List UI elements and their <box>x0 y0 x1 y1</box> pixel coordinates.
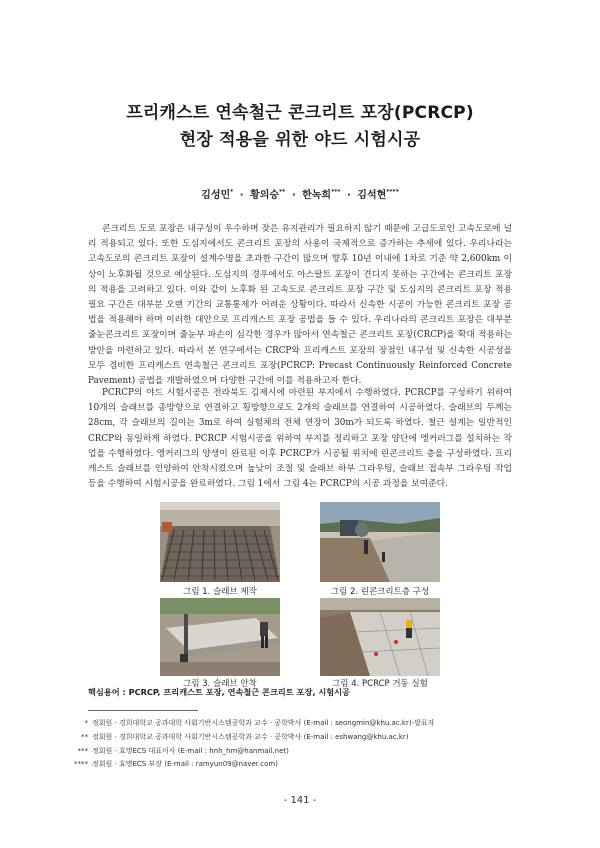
footnote-item <box>74 745 514 759</box>
rebar-mesh-photo-icon <box>160 502 280 582</box>
footnote-item <box>74 758 514 772</box>
footnote-mark: **** <box>74 760 88 769</box>
page-number: - 141 - <box>283 795 317 806</box>
body-paragraph-2 <box>88 386 512 492</box>
author-separator: · <box>239 190 244 201</box>
footnote-item <box>74 717 514 731</box>
author-name: 한녹희 <box>302 190 332 201</box>
author-mark: *** <box>331 188 341 196</box>
figure-3-caption: 그림 3. 슬래브 안착 <box>183 679 257 689</box>
keywords: 핵심용어 : PCRCP, 프리캐스트 포장, 연속철근 콘크리트 포장, 시험시공 <box>88 687 350 697</box>
footnote-text: 정회원 · 경희대학교 공과대학 사회기반시스템공학과 교수 · 공학박사 (E-mail : seongmin@khu.ac.kr)-발표자 <box>92 719 435 727</box>
author-name: 김성민 <box>201 190 231 201</box>
footnote-item <box>74 731 514 745</box>
author-mark: ** <box>279 188 286 196</box>
figure-3-photo <box>160 598 280 676</box>
concrete-pour-photo-icon <box>320 502 440 582</box>
paper-title-line2: 현장 적용을 위한 야드 시험시공 <box>179 130 421 150</box>
field-test-photo-icon <box>320 598 440 676</box>
footnote-mark: *** <box>77 746 88 755</box>
paragraph-text: PCRCP의 야드 시험시공은 전라북도 김제시에 마련된 부지에서 수행하였다. PCRCP를 구성하기 위하여 10개의 슬래브를 종방향으로 연결하고 횡방향으로도 2개의 슬래브를 연결하여 시공하였다. 슬래브의 두께는 28cm, 각 슬래브의 길이는 3m로 하여 실험체의 전체 연장이 30m가 되도록 하였다. 철근 설계는 일반적인 CRCP와 동일하게 하였다. PCRCP 시험시공을 위하여 부지를 정리하고 포장 양단에 앵커러그를 설치하는 작업을 수행하였다. 앵커러그의 양생이 완료된 이후 PCRCP가 시공될 위치에 린콘크리트 층을 구성하였다. 프리캐스트 슬래브를 인양하여 안착시켰으며 높낮이 조절 및 슬래브 하부 그라우팅, 슬래브 접속부 그라우팅 작업 등을 수행하여 시험시공을 완료하였다. 그림 1에서 그림 4는 PCRCP의 시공 과정을 보여준다. <box>88 388 512 490</box>
author-list <box>0 186 600 201</box>
author-name: 김석현 <box>357 190 387 201</box>
figure-1-photo <box>160 502 280 582</box>
author-mark: **** <box>386 188 399 196</box>
paragraph-text: 콘크리트 도로 포장은 내구성이 우수하며 잦은 유지관리가 필요하지 않기 때문에 고급도로인 고속도로에 널리 적용되고 있다. 또한 도심지에서도 콘크리트 포장의 사용이 국제적으로 증가하는 추세에 있다. 우리나라는 고속도로의 콘크리트 포장이 설계수명을 초과한 구간이 많으며 향후 10년 이내에 1차로 기준 약 2,600km 이상이 노후화될 것으로 예상된다. 도심지의 경우에서도 아스팔트 포장이 견디지 못하는 구간에는 콘크리트 포장의 적용을 고려하고 있다. 이와 같이 노후화 된 고속도로 콘크리트 포장 구간 및 도심지의 콘크리트 포장 적용 필요 구간은 대부분 오랜 기간의 교통통제가 어려운 상황이다. 따라서 신속한 시공이 가능한 콘크리트 포장 공법을 적용해야 하며 이러한 대안으로 프리캐스트 포장 공법을 들 수 있다. 우리나라의 콘크리트 포장은 대부분 줄눈콘크리트 포장이며 줄눈부 파손이 심각한 경우가 많아서 연속철근 콘크리트 포장(CRCP)을 확대 적용하는 방안을 마련하고 있다. 따라서 본 연구에서는 CRCP와 프리캐스트 포장의 장점인 내구성 및 신속한 시공성을 모두 겸비한 프리캐스트 연속철근 콘크리트 포장(PCRCP: Precast Continuously Reinforced Concrete Pavement) 공법을 개발하였으며 다양한 구간에 이를 적용하고자 한다. <box>88 224 512 387</box>
footnote-text: 정회원 · 효명ECS 대표이사 (E-mail : hnh_hm@hanmail.net) <box>92 746 289 755</box>
figure-2-photo <box>320 502 440 582</box>
footnotes <box>74 717 514 772</box>
slab-placement-photo-icon <box>160 598 280 676</box>
author-separator: · <box>347 190 351 201</box>
body-paragraph-1 <box>88 222 512 389</box>
paper-title-line1: 프리캐스트 연속철근 콘크리트 포장(PCRCP) <box>126 103 474 123</box>
footnote-text: 정회원 · 경희대학교 공과대학 사회기반시스템공학과 교수 · 공학박사 (E-mail : eshwang@khu.ac.kr) <box>92 732 409 741</box>
footnote-text: 정회원 · 효명ECS 부장 (E-mail : ramyun09@naver.com) <box>92 760 278 769</box>
figure-2-caption: 그림 2. 린콘크리트층 구성 <box>330 587 430 597</box>
figure-4-caption: 그림 4. PCRCP 거동 실험 <box>332 679 428 689</box>
author-mark: * <box>230 188 234 196</box>
figure-4-photo <box>320 598 440 676</box>
footnote-mark: ** <box>81 732 88 741</box>
author-name: 황의승 <box>250 190 280 201</box>
footnote-mark: * <box>84 719 88 727</box>
author-separator: · <box>291 190 296 201</box>
figure-1-caption: 그림 1. 슬래브 제작 <box>183 587 257 597</box>
footnote-divider <box>88 710 198 711</box>
